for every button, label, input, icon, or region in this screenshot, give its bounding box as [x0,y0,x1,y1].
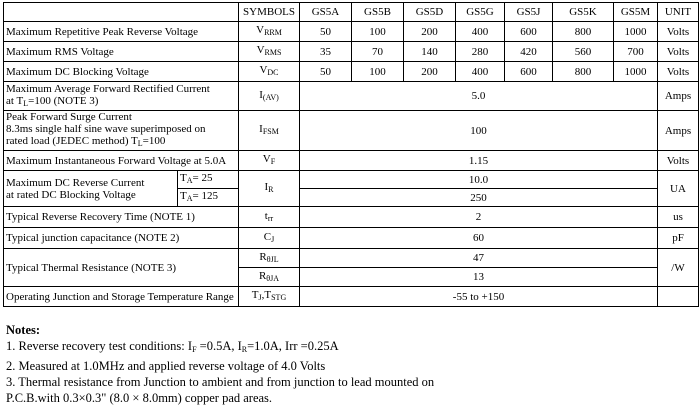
param-label: Maximum Repetitive Peak Reverse Voltage [4,22,239,42]
param-label: Typical Reverse Recovery Time (NOTE 1) [4,207,239,228]
value-cell: 560 [553,42,614,62]
symbol: $V_{DC}$ [239,62,300,82]
symbol: $R_{\theta JL}$ [239,249,300,268]
header-part: GS5B [352,3,404,22]
header-row [4,3,699,22]
value-cell: 400 [456,22,505,42]
value-cell: 50 [300,22,352,42]
table-row [4,111,699,151]
header-part: GS5A [300,3,352,22]
value-cell: 200 [404,22,456,42]
value-cell: 800 [553,62,614,82]
header-part: GS5D [404,3,456,22]
header-blank [4,3,239,22]
note-3: 3. Thermal resistance from Junction to ambient and from junction to lead mounted on [6,375,435,389]
unit-cell: Volts [658,22,699,42]
value-cell: 600 [505,62,553,82]
symbol: $t_{rr}$ [239,207,300,228]
value-cell: 400 [456,62,505,82]
value-cell: 1000 [614,62,658,82]
value-cell: 50 [300,62,352,82]
header-unit: UNIT [658,3,699,22]
header-part: GS5G [456,3,505,22]
header-part: GS5M [614,3,658,22]
table-row [4,62,699,82]
value-cell: 2 [300,207,658,228]
value-cell: 13 [300,268,658,287]
unit-cell [658,287,699,307]
symbol: $I_{FSM}$ [239,111,300,151]
value-cell: 600 [505,22,553,42]
table-row [4,249,699,268]
table-row [4,287,699,307]
value-cell: 5.0 [300,82,658,111]
notes-section [6,322,696,406]
value-cell: 800 [553,22,614,42]
param-label: Typical Thermal Resistance (NOTE 3) [4,249,239,287]
unit-cell: Volts [658,151,699,171]
condition-cell: $T_A= 125$ [178,189,239,207]
header-part: GS5K [553,3,614,22]
unit-cell: Amps [658,82,699,111]
table-row [4,42,699,62]
param-label: Maximum Average Forward Rectified Current at $T_L=100$ (NOTE 3) [4,82,239,111]
condition-cell: $T_A= 25$ [178,171,239,189]
table-row [4,151,699,171]
unit-cell: Volts [658,62,699,82]
unit-cell: Amps [658,111,699,151]
header-symbols: SYMBOLS [239,3,300,22]
value-cell: 200 [404,62,456,82]
value-cell: 700 [614,42,658,62]
param-label: Typical junction capacitance (NOTE 2) [4,228,239,249]
symbol: $I_{(AV)}$ [239,82,300,111]
unit-cell: pF [658,228,699,249]
value-cell: 280 [456,42,505,62]
table-row [4,171,699,189]
value-cell: -55 to +150 [300,287,658,307]
table-row [4,82,699,111]
unit-cell: /W [658,249,699,287]
value-cell: 100 [352,62,404,82]
table-row [4,228,699,249]
param-label: Maximum Instantaneous Forward Voltage at 5.0A [4,151,239,171]
header-part: GS5J [505,3,553,22]
symbol: $V_F$ [239,151,300,171]
note-1: 1. Reverse recovery test conditions: $I_F =0.5A$, $I_R=1.0A$, Irr =0.25A [6,339,339,354]
value-cell: 70 [352,42,404,62]
unit-cell: UA [658,171,699,207]
table-row [4,207,699,228]
symbol: $T_J,T_{STG}$ [239,287,300,307]
symbol: $V_{RRM}$ [239,22,300,42]
value-cell: 250 [300,189,658,207]
param-label: Maximum DC Blocking Voltage [4,62,239,82]
value-cell: 100 [352,22,404,42]
table-row [4,22,699,42]
param-label: Peak Forward Surge Current 8.3ms single half sine wave superimposed on rated load (JEDEC method) $T_L=100$ [4,111,239,151]
param-label: Operating Junction and Storage Temperature Range [4,287,239,307]
unit-cell: Volts [658,42,699,62]
value-cell: 35 [300,42,352,62]
symbol: $C_J$ [239,228,300,249]
param-label: Maximum DC Reverse Current at rated DC Blocking Voltage [4,171,178,207]
value-cell: 1.15 [300,151,658,171]
notes-title: Notes: [6,323,41,337]
symbol: $V_{RMS}$ [239,42,300,62]
value-cell: 1000 [614,22,658,42]
value-cell: 60 [300,228,658,249]
specifications-table [3,2,699,307]
value-cell: 10.0 [300,171,658,189]
value-cell: 100 [300,111,658,151]
note-2: 2. Measured at 1.0MHz and applied reverse voltage of 4.0 Volts [6,359,326,373]
unit-cell: us [658,207,699,228]
symbol: $I_R$ [239,171,300,207]
note-3-continued: P.C.B.with 0.3×0.3" (8.0 × 8.0mm) copper pad areas. [6,391,273,405]
value-cell: 420 [505,42,553,62]
param-label: Maximum RMS Voltage [4,42,239,62]
value-cell: 140 [404,42,456,62]
symbol: $R_{\theta JA}$ [239,268,300,287]
value-cell: 47 [300,249,658,268]
